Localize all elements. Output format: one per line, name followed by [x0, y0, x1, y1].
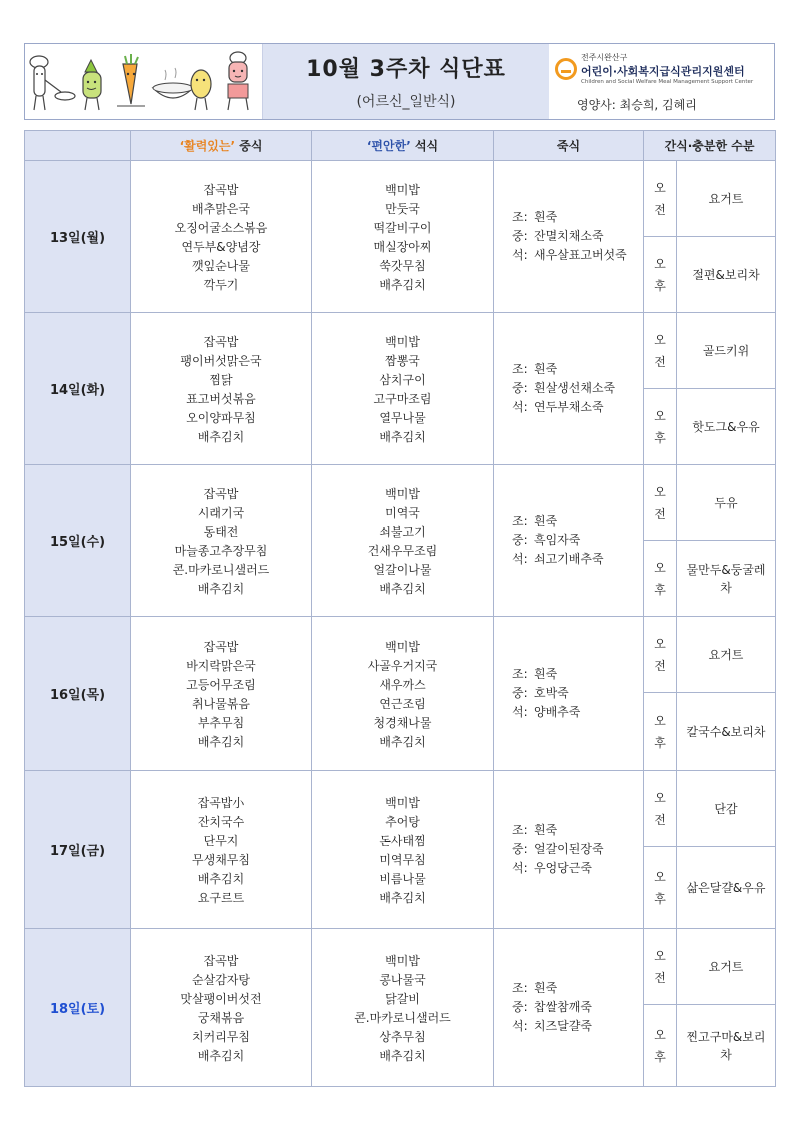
time-char: 오 — [654, 560, 666, 575]
dinner-menu — [312, 161, 494, 313]
meal-time-label: 중: — [512, 533, 528, 547]
logo-subtitle: 전주시완산구 — [581, 53, 628, 62]
meal-time-label: 조: — [512, 981, 528, 995]
menu-item: 백미밥 — [385, 953, 420, 968]
dumpling-character-icon — [191, 70, 211, 110]
porridge-menu — [494, 161, 644, 313]
porridge-line — [512, 398, 643, 417]
menu-item: 미역국 — [385, 505, 420, 520]
porridge-line — [512, 360, 643, 379]
menu-item: 부추무침 — [197, 715, 245, 730]
meal-time-label: 조: — [512, 514, 528, 528]
menu-item: 순살감자탕 — [192, 972, 250, 987]
menu-item: 콘.마카로니샐러드 — [354, 1010, 451, 1025]
snack-pm: 물만두&둥굴레차 — [677, 541, 776, 617]
nutritionist: 영양사: 최승희, 김혜리 — [577, 98, 697, 112]
table-row — [25, 617, 776, 693]
menu-item: 치커리무침 — [192, 1029, 250, 1044]
carrot-character-icon — [117, 54, 145, 106]
meal-time-label: 조: — [512, 210, 528, 224]
menu-item: 건새우무조림 — [367, 543, 438, 558]
meal-time-label: 조: — [512, 667, 528, 681]
porridge-item: 새우살표고버섯죽 — [534, 248, 627, 262]
porridge-line — [512, 979, 643, 998]
day-label: 18일(토) — [25, 929, 131, 1087]
time-char: 오 — [654, 948, 666, 963]
menu-body — [25, 161, 776, 1087]
porridge-item: 찹쌀참깨죽 — [534, 1000, 592, 1014]
vegetable-character-icon — [83, 60, 101, 110]
dinner-menu — [312, 771, 494, 929]
time-char: 후 — [654, 1049, 666, 1064]
menu-item: 비름나물 — [379, 871, 426, 886]
table-row — [25, 313, 776, 389]
porridge-menu — [494, 465, 644, 617]
menu-item: 새우까스 — [379, 677, 426, 692]
menu-item: 백미밥 — [385, 795, 420, 810]
porridge-menu — [494, 771, 644, 929]
menu-item: 연두부&양념장 — [181, 239, 261, 254]
menu-item: 궁채볶음 — [197, 1010, 245, 1025]
logo-english-name: Children and Social Welfare Meal Management Support Center — [581, 79, 754, 85]
porridge-line — [512, 379, 643, 398]
time-char: 오 — [654, 484, 666, 499]
menu-item: 배추김치 — [197, 1048, 245, 1063]
time-char: 오 — [654, 713, 666, 728]
menu-item: 고구마조림 — [373, 391, 432, 406]
smile-logo-icon — [555, 58, 577, 80]
menu-item: 오징어굴소스볶음 — [174, 220, 268, 235]
time-char: 전 — [654, 202, 666, 217]
meal-time-label: 중: — [512, 1000, 528, 1014]
menu-item: 백미밥 — [385, 334, 420, 349]
time-char: 전 — [654, 354, 666, 369]
porridge-item: 호박죽 — [534, 686, 569, 700]
porridge-item: 얼갈이된장죽 — [534, 842, 604, 856]
menu-item: 추어탕 — [385, 814, 420, 829]
header-illustration — [25, 44, 263, 119]
menu-item: 잡곡밥小 — [197, 795, 245, 810]
menu-item: 만둣국 — [385, 201, 420, 216]
food-characters-icon — [25, 44, 263, 121]
porridge-line — [512, 703, 643, 722]
menu-item: 매실장아찌 — [373, 239, 432, 254]
menu-item: 배추김치 — [379, 890, 426, 905]
snack-am: 요거트 — [677, 929, 776, 1005]
snack-am: 두유 — [677, 465, 776, 541]
menu-item: 잡곡밥 — [203, 953, 239, 968]
porridge-line — [512, 227, 643, 246]
porridge-item: 흰살생선채소죽 — [534, 381, 616, 395]
menu-item: 깻잎순나물 — [192, 258, 250, 273]
menu-item: 배추김치 — [379, 1048, 426, 1063]
menu-item: 깍두기 — [203, 277, 239, 292]
meal-time-label: 조: — [512, 362, 528, 376]
menu-item: 짬뽕국 — [385, 353, 420, 368]
lunch-menu — [131, 313, 312, 465]
rice-bowl-icon — [153, 68, 193, 98]
snack-am: 요거트 — [677, 161, 776, 237]
porridge-item: 흰죽 — [534, 210, 558, 224]
menu-item: 배추김치 — [379, 277, 426, 292]
header-dinner: ‘편안한’ 석식 — [312, 131, 494, 161]
time-char: 오 — [654, 332, 666, 347]
menu-item: 배추김치 — [197, 871, 245, 886]
menu-item: 삼치구이 — [379, 372, 426, 387]
menu-item: 배추김치 — [197, 429, 245, 444]
time-char: 후 — [654, 891, 666, 906]
meal-time-label: 석: — [512, 861, 528, 875]
menu-item: 동태전 — [203, 524, 239, 539]
meal-time-label: 석: — [512, 400, 528, 414]
menu-item: 고등어무조림 — [186, 677, 256, 692]
menu-item: 배추김치 — [379, 429, 426, 444]
time-char: 오 — [654, 408, 666, 423]
snack-pm: 절편&보리차 — [677, 237, 776, 313]
porridge-line — [512, 1017, 643, 1036]
time-char: 전 — [654, 812, 666, 827]
meal-time-label: 중: — [512, 842, 528, 856]
lunch-menu — [131, 465, 312, 617]
time-char: 오 — [654, 869, 666, 884]
menu-item: 콘.마카로니샐러드 — [172, 562, 270, 577]
snack-pm: 핫도그&우유 — [677, 389, 776, 465]
porridge-item: 잔멸치채소죽 — [534, 229, 604, 243]
time-am — [644, 313, 677, 389]
menu-item: 상추무침 — [379, 1029, 426, 1044]
day-label: 14일(화) — [25, 313, 131, 465]
time-char: 후 — [654, 582, 666, 597]
menu-item: 바지락맑은국 — [186, 658, 256, 673]
porridge-menu — [494, 929, 644, 1087]
logo-name: 어린이·사회복지급식관리지원센터 — [581, 65, 745, 78]
menu-item: 사골우거지국 — [367, 658, 438, 673]
menu-item: 잔치국수 — [197, 814, 245, 829]
table-row — [25, 929, 776, 1005]
logo — [555, 52, 768, 85]
menu-item: 미역무침 — [379, 852, 426, 867]
meal-time-label: 석: — [512, 1019, 528, 1033]
porridge-line — [512, 859, 643, 878]
menu-item: 돈사태찜 — [379, 833, 426, 848]
time-am — [644, 161, 677, 237]
porridge-line — [512, 821, 643, 840]
time-char: 후 — [654, 278, 666, 293]
menu-item: 잡곡밥 — [203, 182, 239, 197]
time-char: 후 — [654, 735, 666, 750]
page-title: 10월 3주차 식단표 — [306, 57, 506, 82]
time-char: 오 — [654, 636, 666, 651]
menu-item: 잡곡밥 — [203, 486, 239, 501]
menu-header — [24, 43, 775, 120]
porridge-item: 쇠고기배추죽 — [534, 552, 604, 566]
porridge-item: 흰죽 — [534, 981, 558, 995]
menu-item: 쇠불고기 — [379, 524, 426, 539]
header-day — [25, 131, 131, 161]
menu-item: 떡갈비구이 — [373, 220, 432, 235]
porridge-line — [512, 531, 643, 550]
time-am — [644, 465, 677, 541]
porridge-line — [512, 550, 643, 569]
menu-item: 백미밥 — [385, 182, 420, 197]
menu-item: 배추김치 — [197, 581, 245, 596]
dinner-menu — [312, 465, 494, 617]
porridge-line — [512, 208, 643, 227]
center-logo-block — [549, 44, 774, 119]
porridge-line — [512, 512, 643, 531]
meal-time-label: 석: — [512, 552, 528, 566]
menu-item: 취나물볶음 — [192, 696, 250, 711]
menu-item: 백미밥 — [385, 486, 420, 501]
menu-item: 잡곡밥 — [203, 334, 239, 349]
snack-am: 요거트 — [677, 617, 776, 693]
meal-time-label: 석: — [512, 705, 528, 719]
porridge-line — [512, 665, 643, 684]
porridge-item: 양배추죽 — [534, 705, 581, 719]
day-label: 17일(금) — [25, 771, 131, 929]
header-snack: 간식·충분한 수분 — [644, 131, 776, 161]
meal-time-label: 석: — [512, 248, 528, 262]
time-char: 후 — [654, 430, 666, 445]
lunch-menu — [131, 929, 312, 1087]
menu-item: 콩나물국 — [379, 972, 426, 987]
menu-item: 표고버섯볶음 — [186, 391, 256, 406]
time-am — [644, 771, 677, 847]
menu-item: 청경채나물 — [373, 715, 432, 730]
menu-item: 백미밥 — [385, 639, 420, 654]
menu-item: 단무지 — [203, 833, 239, 848]
porridge-item: 흰죽 — [534, 362, 558, 376]
time-char: 오 — [654, 180, 666, 195]
porridge-item: 우엉당근죽 — [534, 861, 592, 875]
lunch-menu — [131, 617, 312, 771]
time-char: 오 — [654, 256, 666, 271]
header-title-block — [263, 44, 549, 119]
porridge-item: 흰죽 — [534, 823, 558, 837]
porridge-menu — [494, 313, 644, 465]
snack-pm: 삶은달걀&우유 — [677, 847, 776, 929]
dinner-menu — [312, 313, 494, 465]
header-lunch: ‘활력있는’ 중식 — [131, 131, 312, 161]
time-pm — [644, 693, 677, 771]
menu-item: 열무나물 — [379, 410, 426, 425]
table-row — [25, 771, 776, 847]
porridge-item: 흰죽 — [534, 667, 558, 681]
menu-item: 얼갈이나물 — [373, 562, 432, 577]
snack-pm: 칼국수&보리차 — [677, 693, 776, 771]
snack-pm: 찐고구마&보리차 — [677, 1005, 776, 1087]
menu-item: 마늘종고추장무침 — [174, 543, 268, 558]
menu-item: 찜닭 — [209, 372, 233, 387]
cook-character-icon — [228, 52, 248, 110]
snack-am: 단감 — [677, 771, 776, 847]
menu-item: 잡곡밥 — [203, 639, 239, 654]
time-pm — [644, 1005, 677, 1087]
menu-item: 배추김치 — [197, 734, 245, 749]
meal-time-label: 중: — [512, 686, 528, 700]
day-label: 15일(수) — [25, 465, 131, 617]
table-row — [25, 465, 776, 541]
menu-item: 무생채무침 — [192, 852, 250, 867]
menu-item: 오이양파무침 — [186, 410, 256, 425]
menu-item: 시래기국 — [197, 505, 245, 520]
time-pm — [644, 237, 677, 313]
menu-item: 배추김치 — [379, 734, 426, 749]
time-char: 오 — [654, 1027, 666, 1042]
chef-character-icon — [30, 56, 75, 110]
time-char: 오 — [654, 790, 666, 805]
menu-table — [24, 130, 776, 1087]
porridge-line — [512, 998, 643, 1017]
day-label: 13일(월) — [25, 161, 131, 313]
porridge-line — [512, 246, 643, 265]
time-am — [644, 617, 677, 693]
menu-item: 맛살팽이버섯전 — [180, 991, 262, 1006]
menu-item: 배추맑은국 — [192, 201, 250, 216]
dinner-menu — [312, 929, 494, 1087]
menu-item: 연근조림 — [379, 696, 426, 711]
porridge-menu — [494, 617, 644, 771]
porridge-item: 치즈달걀죽 — [534, 1019, 592, 1033]
menu-item: 쑥갓무침 — [379, 258, 426, 273]
lunch-menu — [131, 161, 312, 313]
dinner-menu — [312, 617, 494, 771]
menu-item: 요구르트 — [197, 890, 245, 905]
day-label: 16일(목) — [25, 617, 131, 771]
snack-am: 골드키위 — [677, 313, 776, 389]
porridge-line — [512, 684, 643, 703]
porridge-line — [512, 840, 643, 859]
menu-item: 팽이버섯맑은국 — [180, 353, 262, 368]
meal-time-label: 중: — [512, 229, 528, 243]
time-pm — [644, 847, 677, 929]
page-subtitle: (어르신_일반식) — [356, 94, 456, 110]
time-pm — [644, 389, 677, 465]
time-pm — [644, 541, 677, 617]
time-char: 전 — [654, 658, 666, 673]
porridge-item: 연두부채소죽 — [534, 400, 604, 414]
menu-item: 배추김치 — [379, 581, 426, 596]
table-header-row — [25, 131, 776, 161]
table-row — [25, 161, 776, 237]
porridge-item: 흑임자죽 — [534, 533, 581, 547]
lunch-menu — [131, 771, 312, 929]
header-porridge: 죽식 — [494, 131, 644, 161]
menu-item: 닭갈비 — [385, 991, 420, 1006]
time-am — [644, 929, 677, 1005]
time-char: 전 — [654, 970, 666, 985]
time-char: 전 — [654, 506, 666, 521]
meal-time-label: 중: — [512, 381, 528, 395]
meal-time-label: 조: — [512, 823, 528, 837]
porridge-item: 흰죽 — [534, 514, 558, 528]
